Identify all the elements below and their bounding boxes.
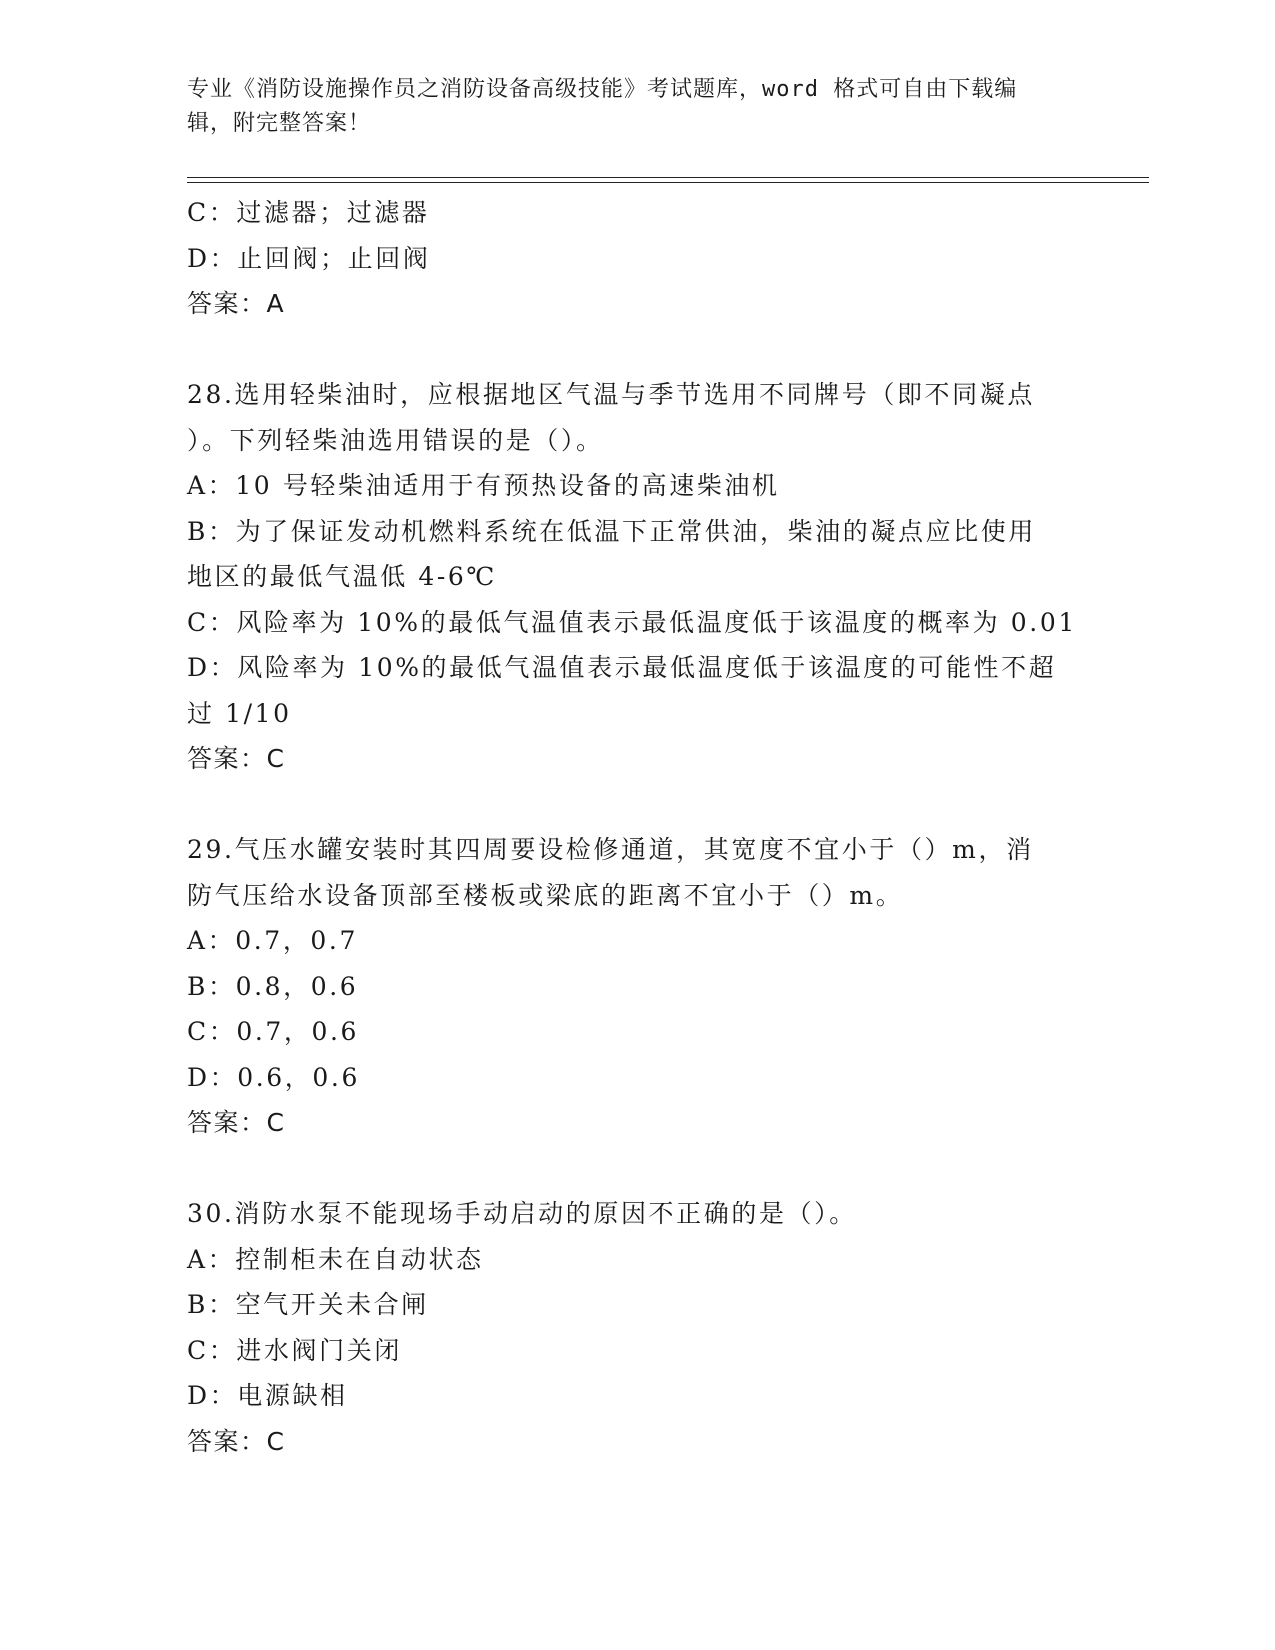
question-stem-continued: 防气压给水设备顶部至楼板或梁底的距离不宜小于（）m。 bbox=[187, 880, 904, 910]
question-28 bbox=[187, 372, 1087, 782]
option-d: D：电源缺相 bbox=[187, 1381, 348, 1410]
question-spacer bbox=[187, 327, 1087, 373]
option-b: B：为了保证发动机燃料系统在低温下正常供油，柴油的凝点应比使用 bbox=[187, 516, 1036, 546]
header-divider-top bbox=[187, 177, 1149, 178]
answer-label: 答案：C bbox=[187, 1108, 286, 1137]
answer-label: 答案：C bbox=[187, 1426, 286, 1456]
page-header bbox=[187, 73, 1067, 141]
question-spacer bbox=[187, 1146, 1087, 1192]
question-content bbox=[187, 190, 1087, 1464]
option-c: C：过滤器；过滤器 bbox=[187, 198, 430, 227]
option-b-continued: 地区的最低气温低 4-6℃ bbox=[187, 562, 497, 591]
option-d: D：风险率为 10%的最低气温值表示最低温度低于该温度的可能性不超 bbox=[187, 653, 1057, 682]
option-b: B：0.8，0.6 bbox=[187, 971, 359, 1001]
question-27-tail bbox=[187, 190, 1087, 327]
header-title-line-2: 辑，附完整答案！ bbox=[187, 111, 372, 136]
option-c: C：进水阀门关闭 bbox=[187, 1335, 402, 1365]
option-a: A：0.7，0.7 bbox=[187, 926, 358, 955]
option-c: C：风险率为 10%的最低气温值表示最低温度低于该温度的概率为 0.01 bbox=[187, 607, 1077, 637]
option-c: C：0.7，0.6 bbox=[187, 1017, 360, 1046]
header-divider-bottom bbox=[187, 182, 1149, 183]
answer-label: 答案：C bbox=[187, 744, 286, 773]
question-29 bbox=[187, 827, 1087, 1146]
option-a: A：控制柜未在自动状态 bbox=[187, 1244, 484, 1274]
question-stem: 28.选用轻柴油时，应根据地区气温与季节选用不同牌号（即不同凝点 bbox=[187, 380, 1035, 409]
option-b: B：空气开关未合闸 bbox=[187, 1290, 429, 1319]
question-stem: 30.消防水泵不能现场手动启动的原因不正确的是（）。 bbox=[187, 1199, 857, 1228]
option-a: A：10 号轻柴油适用于有预热设备的高速柴油机 bbox=[187, 471, 780, 500]
question-stem-continued: ）。下列轻柴油选用错误的是（）。 bbox=[187, 425, 604, 455]
option-d: D：止回阀；止回阀 bbox=[187, 243, 431, 273]
question-30 bbox=[187, 1191, 1087, 1464]
answer-label: 答案：A bbox=[187, 289, 286, 318]
question-stem: 29.气压水罐安装时其四周要设检修通道，其宽度不宜小于（）m，消 bbox=[187, 835, 1034, 864]
question-spacer bbox=[187, 782, 1087, 828]
header-title-line-1: 专业《消防设施操作员之消防设备高级技能》考试题库，word 格式可自由下载编 bbox=[187, 77, 1018, 102]
option-d: D：0.6，0.6 bbox=[187, 1062, 360, 1092]
option-d-continued: 过 1/10 bbox=[187, 698, 292, 728]
